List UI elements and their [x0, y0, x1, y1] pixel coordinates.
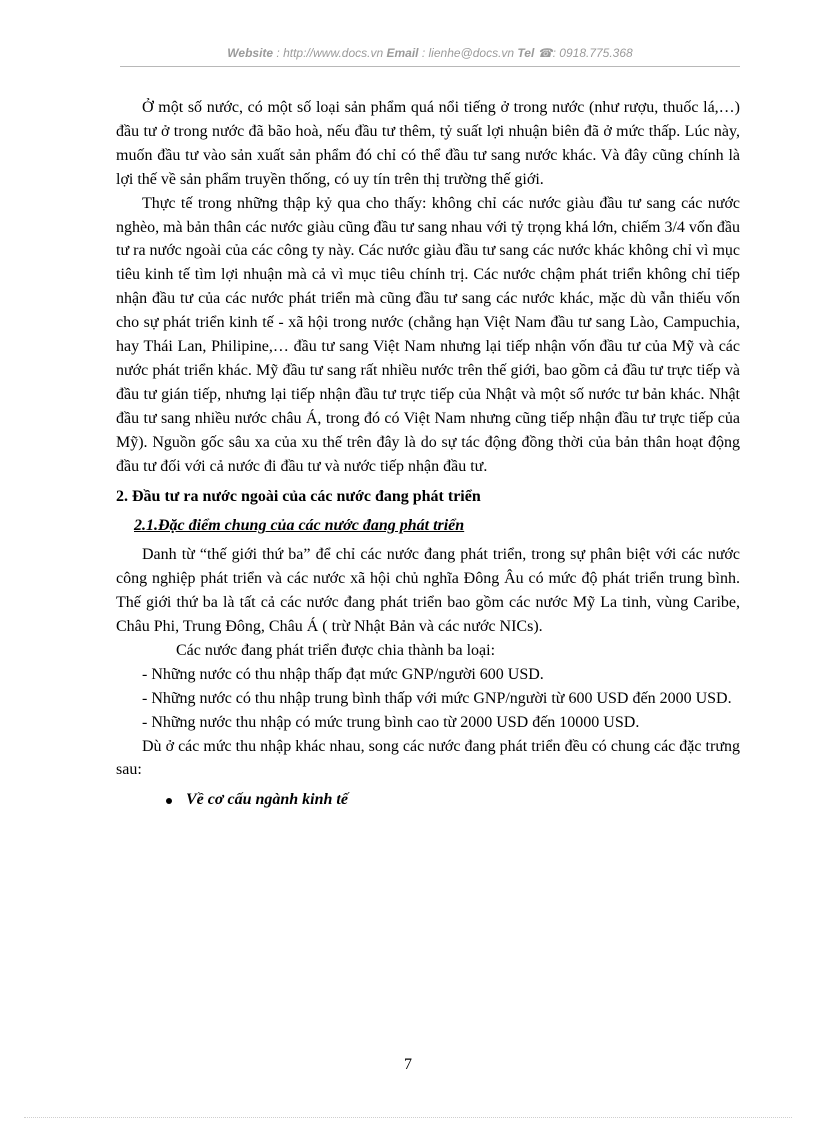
tel-value: : 0918.775.368: [552, 46, 633, 60]
bullet-icon: [166, 798, 172, 804]
paragraph-2: Thực tế trong những thập kỷ qua cho thấy: không chỉ các nước giàu đầu tư sang các nước nghèo, mà bản thân các nước giàu cũng đầu tư sang nhau với tỷ trọng khá lớn, chiếm 3/4 vốn đầu tư ra nước ngoài của các công ty này. Các nước giàu đầu tư sang các nước khác không chỉ vì mục tiêu kinh tế tìm lợi nhuận mà cả vì mục tiêu chính trị. Các nước chậm phát triển không chỉ tiếp nhận đầu tư của các nước phát triển mà cũng đầu tư sang các nước khác, mặc dù vẫn thiếu vốn cho sự phát triển kinh tế - xã hội trong nước (chẳng hạn Việt Nam đầu tư sang Lào, Campuchia, hay Thái Lan, Philipine,… đầu tư sang Việt Nam nhưng lại tiếp nhận vốn đầu tư của Mỹ và các nước phát triển khác. Mỹ đầu tư sang rất nhiều nước trên thế giới, bao gồm cả đầu tư trực tiếp và đầu tư gián tiếp, nhưng lại tiếp nhận đầu tư trực tiếp của Nhật và một số nước tư bản khác. Nhật đầu tư sang nhiều nước châu Á, trong đó có Việt Nam nhưng cũng tiếp nhận đầu tư trực tiếp của Mỹ). Nguồn gốc sâu xa của xu thế trên đây là do sự tác động đồng thời của bản thân hoạt động đầu tư đối với cả nước đi đầu tư và nước tiếp nhận đầu tư.: [116, 194, 740, 475]
footer-divider: [24, 1117, 792, 1118]
section-heading: 2. Đầu tư ra nước ngoài của các nước đang phát triển: [116, 487, 481, 505]
bullet-item: [166, 788, 740, 812]
header-divider: [120, 66, 740, 67]
paragraph-3: Danh từ “thế giới thứ ba” để chỉ các nước đang phát triển, trong sự phân biệt với các nước công nghiệp phát triển và các nước xã hội chủ nghĩa Đông Âu có mức độ phát triển trung bình. Thế giới thứ ba là tất cả các nước đang phát triển bao gồm các nước Mỹ La tinh, vùng Caribe, Châu Phi, Trung Đông, Châu Á ( trừ Nhật Bản và các nước NICs).: [116, 546, 740, 636]
dash-item-3: - Những nước thu nhập có mức trung bình cao từ 2000 USD đến 10000 USD.: [142, 713, 640, 731]
website-value: : http://www.docs.vn: [276, 46, 384, 60]
dash-item-2: - Những nước có thu nhập trung bình thấp với mức GNP/người từ 600 USD đến 2000 USD.: [142, 689, 732, 707]
paragraph-5: Dù ở các mức thu nhập khác nhau, song các nước đang phát triển đều có chung các đặc trưng sau:: [116, 737, 740, 779]
bullet-label: Về cơ cấu ngành kinh tế: [186, 791, 348, 809]
dash-item-1: - Những nước có thu nhập thấp đạt mức GNP/người 600 USD.: [142, 665, 544, 683]
paragraph-1: Ở một số nước, có một số loại sản phẩm quá nổi tiếng ở trong nước (như rượu, thuốc lá,…) đầu tư ở trong nước đã bão hoà, nếu đầu tư thêm, tỷ suất lợi nhuận biên đã ở mức thấp. Lúc này, muốn đầu tư vào sản xuất sản phẩm đó chỉ có thể đầu tư sang nước khác. Và đây cũng chính là lợi thế về sản phẩm truyền thống, có uy tín trên thị trường thế giới.: [116, 99, 740, 188]
email-value: : lienhe@docs.vn: [421, 46, 515, 60]
subsection-heading: 2.1.Đặc điểm chung của các nước đang phát triển: [134, 517, 465, 535]
page-header: [120, 46, 740, 60]
document-body: [116, 96, 740, 812]
page-number: 7: [404, 1056, 412, 1073]
email-label: Email: [386, 46, 419, 60]
paragraph-4: Các nước đang phát triển được chia thành ba loại:: [176, 641, 496, 659]
phone-icon: ☎: [537, 46, 553, 60]
website-label: Website: [227, 46, 274, 60]
tel-label: Tel: [517, 46, 535, 60]
